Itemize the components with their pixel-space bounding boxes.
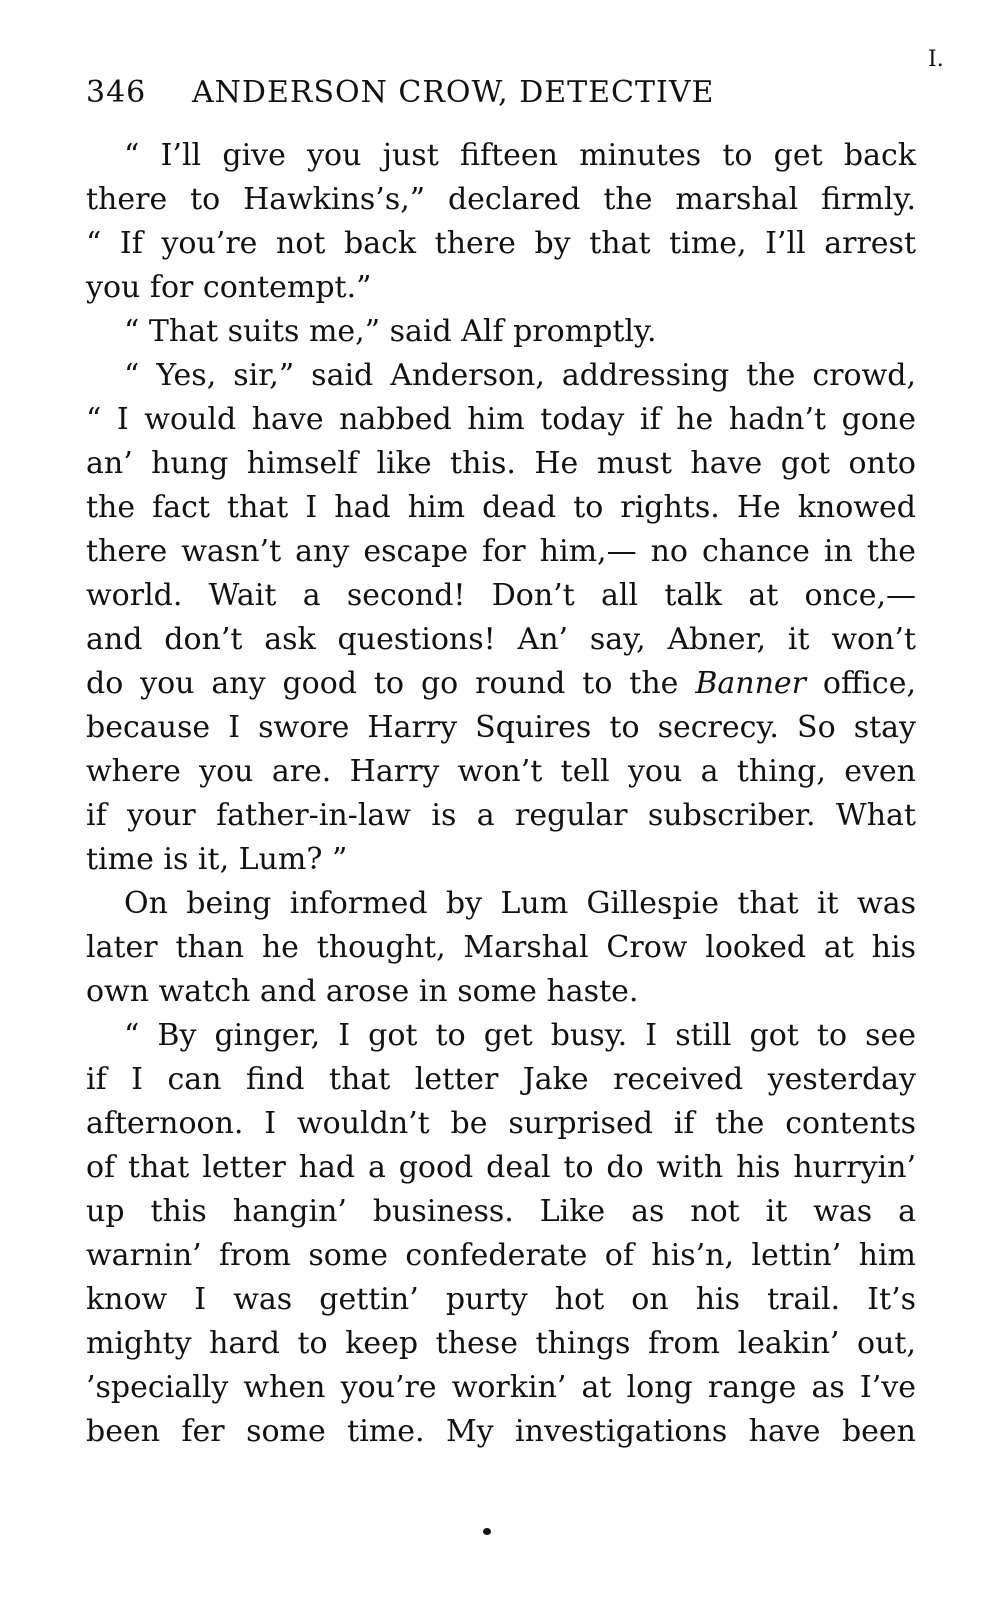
running-title: ANDERSON CROW, DETECTIVE (192, 75, 715, 110)
ink-dot (483, 1528, 491, 1535)
text-line: the fact that I had him dead to rights. He knowed (86, 490, 916, 525)
text-line: own watch and arose in some haste. (86, 974, 639, 1009)
text-line: “ Yes, sir,” said Anderson, addressing the crowd, (124, 358, 916, 393)
text-line: warnin’ from some confederate of his’n, lettin’ him (86, 1238, 916, 1273)
text-line: later than he thought, Marshal Crow looked at his (86, 930, 916, 965)
text-line: and don’t ask questions! An’ say, Abner, it won’t (86, 622, 916, 657)
text-line: been fer some time. My investigations have been (86, 1414, 916, 1449)
text-line: time is it, Lum? ” (86, 842, 348, 877)
body-text (86, 134, 916, 1454)
text-line: mighty hard to keep these things from leakin’ out, (86, 1326, 916, 1361)
text-line: of that letter had a good deal to do with his hurryin’ (86, 1150, 916, 1185)
text-line: “ That suits me,” said Alf promptly. (124, 314, 657, 349)
italic-newspaper-name: Banner (695, 666, 807, 701)
text-line: “ If you’re not back there by that time, I’ll arrest (86, 226, 916, 261)
text-line: On being informed by Lum Gillespie that it was (124, 886, 916, 921)
text-line: an’ hung himself like this. He must have got onto (86, 446, 916, 481)
text-segment: office, (806, 666, 916, 701)
text-line: know I was gettin’ purty hot on his trail. It’s (86, 1282, 916, 1317)
text-line: afternoon. I wouldn’t be surprised if the contents (86, 1106, 916, 1141)
text-line: ’specially when you’re workin’ at long range as I’ve (86, 1370, 916, 1405)
text-line: because I swore Harry Squires to secrecy. So stay (86, 710, 916, 745)
text-line: if your father-in-law is a regular subscriber. What (86, 798, 916, 833)
corner-mark: I. (928, 47, 944, 72)
page-number: 346 (86, 75, 147, 110)
text-line: world. Wait a second! Don’t all talk at once,— (86, 578, 916, 613)
text-line: there to Hawkins’s,” declared the marshal firmly. (86, 182, 916, 217)
text-line: “ I would have nabbed him today if he hadn’t gone (86, 402, 916, 437)
text-line: where you are. Harry won’t tell you a thing, even (86, 754, 916, 789)
text-line: you for contempt.” (86, 270, 372, 305)
text-line: there wasn’t any escape for him,— no chance in the (86, 534, 916, 569)
running-head (86, 68, 926, 118)
text-segment: do you any good to go round to the (86, 666, 696, 701)
text-line: if I can find that letter Jake received yesterday (86, 1062, 916, 1097)
text-line: up this hangin’ business. Like as not it was a (86, 1194, 916, 1229)
text-line: “ I’ll give you just fifteen minutes to get back (124, 138, 916, 173)
text-line (86, 662, 916, 706)
text-line: “ By ginger, I got to get busy. I still got to see (124, 1018, 916, 1053)
